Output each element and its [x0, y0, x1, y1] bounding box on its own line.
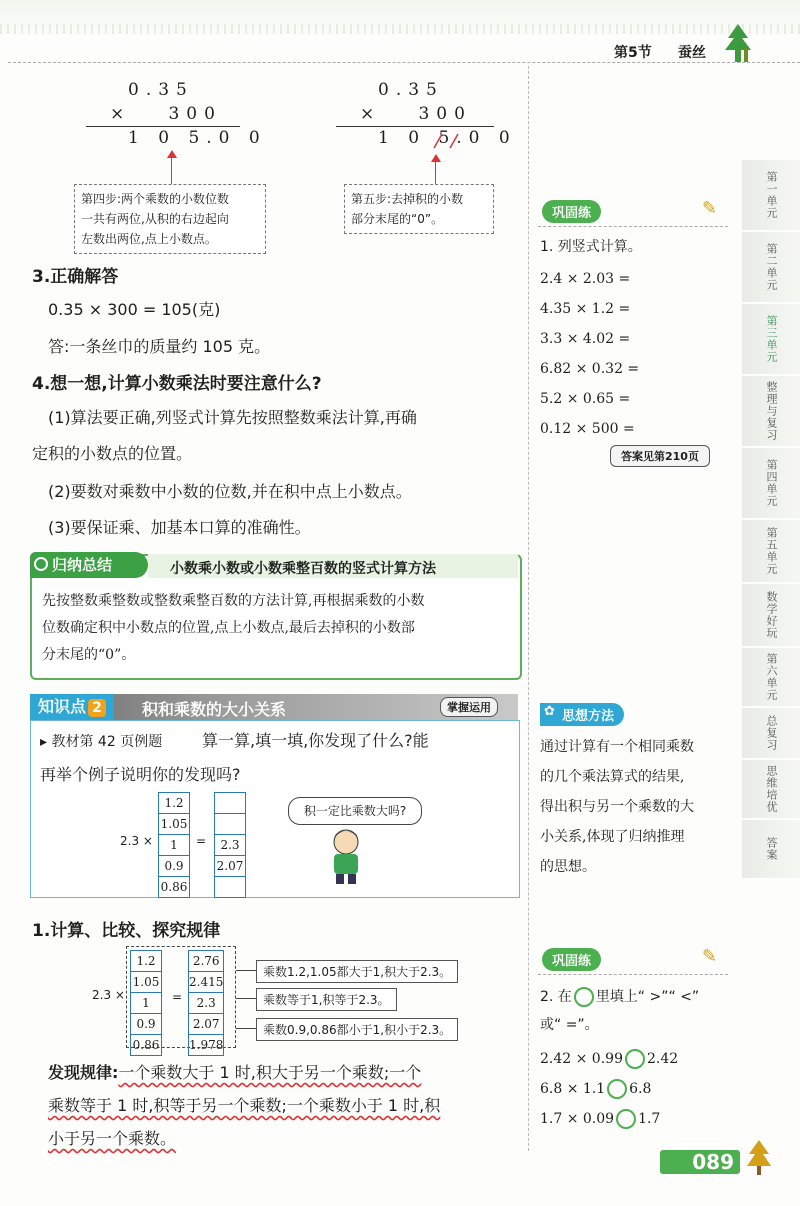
page-number: 089 [660, 1150, 740, 1174]
tab-label: 思维培优 [765, 765, 778, 813]
practice2-title-c: 或“ =”。 [540, 1017, 599, 1033]
summary-tag-label: 归纳总结 [52, 556, 113, 574]
example-multiplier-cell: 1.2 [159, 793, 190, 814]
arrow-up-icon [431, 154, 441, 162]
tab-11[interactable] [742, 820, 800, 879]
example-product-table [214, 792, 246, 898]
example-multiplier-cell: 0.86 [159, 877, 190, 898]
practice2-divider [538, 974, 728, 975]
tab-label: 第三单元 [765, 315, 778, 363]
finding-text-3: 小于另一个乘数。 [48, 1129, 177, 1148]
header-divider [8, 62, 800, 63]
practice2-title-b: 里填上“ >”“ <” [595, 989, 700, 1005]
tab-4[interactable] [742, 376, 800, 447]
section-name: 蚕丝 [678, 45, 706, 61]
example-product-row [215, 793, 246, 814]
finding-line-1 [48, 1060, 421, 1083]
answer-circle[interactable] [616, 1109, 636, 1129]
example-product-cell [215, 793, 246, 814]
example-multiplier-cell: 0.9 [159, 856, 190, 877]
thinking-line: 小关系,体现了归纳推理 [540, 829, 685, 845]
compare-multiplier-cell: 1.05 [131, 972, 162, 993]
example-multiplier-cell: 1 [159, 835, 190, 856]
compare-left: 6.8 × 1.1 [540, 1081, 606, 1097]
compare-multiplier-table [130, 950, 162, 1056]
thinking-line: 得出积与另一个乘数的大 [540, 799, 694, 815]
tab-label: 第四单元 [765, 459, 778, 507]
check-circle-icon [34, 557, 48, 571]
practice1-item: 4.35 × 1.2 = [540, 301, 631, 317]
calc1-row3: 1 0 5.0 0 [128, 128, 267, 148]
tab-1[interactable] [742, 160, 800, 231]
knowledge-label [30, 694, 114, 720]
practice1-item: 0.12 × 500 = [540, 421, 635, 437]
compare-product-row [189, 972, 224, 993]
practice1-item: 2.4 × 2.03 = [540, 271, 631, 287]
thinking-line: 的几个乘法算式的结果, [540, 769, 685, 785]
section4-p1a: (1)算法要正确,列竖式计算先按照整数乘法计算,再确 [48, 408, 417, 427]
compare-multiplier-cell: 1 [131, 993, 162, 1014]
example-product-cell [215, 877, 246, 898]
example-product-row [215, 877, 246, 898]
pencil-icon: ✎ [702, 198, 718, 219]
example-lhs: 2.3 × [120, 834, 153, 848]
example-ref-text: 教材第 42 页例题 [51, 734, 163, 750]
example-question-1: 算一算,填一填,你发现了什么?能 [202, 731, 429, 750]
compare-multiplier-cell: 1.2 [131, 951, 162, 972]
compare-right: 1.7 [638, 1111, 661, 1127]
calc2-row1: 0.35 [378, 80, 444, 100]
summary-body [42, 588, 512, 669]
note-line: 第五步:去掉积的小数 [351, 192, 464, 206]
calc2-bar [336, 126, 494, 127]
compare-product-row [189, 1014, 224, 1035]
tree-icon [722, 22, 754, 64]
compare-multiplier-cell: 0.86 [131, 1035, 162, 1056]
boy-cartoon-icon [320, 826, 372, 886]
mastery-tag: 掌握运用 [440, 697, 498, 717]
calc1-bar [86, 126, 240, 127]
note-line: 部分末尾的“0”。 [351, 212, 444, 226]
rule2-connector [236, 998, 256, 999]
blank-circle-icon [574, 987, 594, 1007]
tab-5[interactable] [742, 448, 800, 519]
tab-3[interactable] [742, 304, 800, 375]
tree-icon [744, 1138, 774, 1176]
practice1-title: 1. 列竖式计算。 [540, 239, 642, 255]
arrow-line [171, 156, 172, 186]
example-multiplier-table [158, 792, 190, 898]
practice1-badge: 巩固练 [542, 200, 601, 223]
summary-title: 小数乘小数或小数乘整百数的竖式计算方法 [170, 561, 436, 577]
finding-line-3 [48, 1126, 176, 1149]
example-multiplier-row [159, 814, 190, 835]
compare-multiplier-row [131, 1014, 162, 1035]
finding-text-1: 一个乘数大于 1 时,积大于另一个乘数;一个 [118, 1063, 422, 1082]
section3-equation: 0.35 × 300 = 105(克) [48, 300, 221, 319]
compare-lhs: 2.3 × [92, 988, 125, 1002]
compare-product-row [189, 993, 224, 1014]
practice1-item: 5.2 × 0.65 = [540, 391, 631, 407]
practice1-item: 3.3 × 4.02 = [540, 331, 631, 347]
compare-equals: = [172, 990, 183, 1004]
section4-p1b: 定积的小数点的位置。 [32, 444, 193, 463]
compare-left: 1.7 × 0.09 [540, 1111, 615, 1127]
tab-2[interactable] [742, 232, 800, 303]
calc1-row2: × 300 [110, 104, 222, 124]
tab-label: 第五单元 [765, 527, 778, 575]
tab-label: 整理与复习 [765, 381, 778, 441]
note-line: 一共有两位,从积的右边起向 [81, 212, 229, 226]
example-product-row [215, 814, 246, 835]
finding-label: 发现规律: [48, 1063, 119, 1082]
compare-product-cell: 2.415 [189, 972, 224, 993]
section-label: 第5节 [614, 45, 652, 61]
compare-multiplier-row [131, 972, 162, 993]
thinking-method-text [540, 732, 694, 882]
practice2-title [540, 986, 699, 1007]
summary-tag [30, 552, 148, 578]
example-product-cell: 2.3 [215, 835, 246, 856]
answer-reference: 答案见第210页 [610, 445, 710, 467]
note-line: 第四步:两个乘数的小数位数 [81, 192, 230, 206]
practice2-badge: 巩固练 [542, 948, 601, 971]
section4-p3: (3)要保证乘、加基本口算的准确性。 [48, 518, 311, 537]
compare-product-cell: 2.07 [189, 1014, 224, 1035]
example-multiplier-cell: 1.05 [159, 814, 190, 835]
tab-label: 第一单元 [765, 171, 778, 219]
compare-multiplier-cell: 0.9 [131, 1014, 162, 1035]
practice1-item: 6.82 × 0.32 = [540, 361, 640, 377]
compare-multiplier-row [131, 1035, 162, 1056]
practice2-title-a: 2. 在 [540, 989, 572, 1005]
knowledge-title: 积和乘数的大小关系 [142, 700, 287, 719]
note-line: 左数出两位,点上小数点。 [81, 232, 217, 246]
example-product-row [215, 856, 246, 877]
compare-product-cell: 1.978 [189, 1035, 224, 1056]
calc1-row1: 0.35 [128, 80, 194, 100]
tab-label: 总复习 [765, 715, 778, 751]
tab-10[interactable] [742, 760, 800, 819]
calc2-row3: 1 0 5.0 0 [378, 128, 517, 148]
practice2-item [540, 1104, 678, 1134]
compare-right: 2.42 [646, 1051, 679, 1067]
example-multiplier-row [159, 877, 190, 898]
answer-circle[interactable] [607, 1079, 627, 1099]
tab-label: 第六单元 [765, 653, 778, 701]
finding-line-2 [48, 1093, 440, 1116]
knowledge-number: 2 [88, 699, 106, 717]
summary-line: 分末尾的“0”。 [42, 647, 136, 663]
tab-6[interactable] [742, 520, 800, 583]
compare-multiplier-row [131, 993, 162, 1014]
tab-label: 数学好玩 [765, 591, 778, 639]
answer-circle[interactable] [625, 1049, 645, 1069]
compare-product-cell: 2.3 [189, 993, 224, 1014]
section3-title: 3.正确解答 [32, 267, 119, 287]
section4-title: 4.想一想,计算小数乘法时要注意什么? [32, 374, 322, 394]
example-product-cell: 2.07 [215, 856, 246, 877]
example-product-cell [215, 814, 246, 835]
section1-title: 1.计算、比较、探究规律 [32, 921, 221, 941]
example-equals: = [196, 834, 207, 848]
tab-8[interactable] [742, 648, 800, 707]
compare-product-row [189, 1035, 224, 1056]
rule1-box: 乘数1.2,1.05都大于1,积大于2.3。 [256, 960, 458, 983]
compare-multiplier-row [131, 951, 162, 972]
knowledge-label-text: 知识点 [38, 697, 87, 716]
example-multiplier-row [159, 793, 190, 814]
example-ref: ▸ 教材第 42 页例题 [40, 734, 163, 750]
compare-right: 6.8 [629, 1081, 652, 1097]
example-multiplier-row [159, 835, 190, 856]
step5-note [344, 184, 494, 234]
arrow-line [435, 160, 436, 186]
compare-product-table [188, 950, 224, 1056]
tab-9[interactable] [742, 708, 800, 759]
practice1-divider [538, 226, 728, 227]
arrow-up-icon [167, 150, 177, 158]
rule3-box: 乘数0.9,0.86都小于1,积小于2.3。 [256, 1018, 458, 1041]
summary-line: 位数确定积中小数点的位置,点上小数点,最后去掉积的小数部 [42, 620, 415, 636]
pencil-icon: ✎ [702, 946, 718, 967]
rule3-connector [236, 1028, 256, 1029]
thinking-line: 通过计算有一个相同乘数 [540, 739, 694, 755]
thinking-line: 的思想。 [540, 859, 596, 875]
top-band [0, 0, 800, 34]
practice2-item [540, 1074, 678, 1104]
practice2-item [540, 1044, 678, 1074]
tab-7[interactable] [742, 584, 800, 647]
finding-text-2: 乘数等于 1 时,积等于另一个乘数;一个乘数小于 1 时,积 [48, 1096, 441, 1115]
compare-left: 2.42 × 0.99 [540, 1051, 623, 1067]
section3-answer: 答:一条丝巾的质量约 105 克。 [48, 337, 271, 356]
example-question-2: 再举个例子说明你的发现吗? [40, 765, 241, 784]
step4-note [74, 184, 266, 254]
column-divider [528, 66, 529, 1151]
example-product-row [215, 835, 246, 856]
strike-zeros-icon [430, 130, 466, 152]
practice2-list [540, 1044, 678, 1134]
section4-p2: (2)要数对乘数中小数的位数,并在积中点上小数点。 [48, 482, 412, 501]
calc2-row2: × 300 [360, 104, 472, 124]
tab-label: 第二单元 [765, 243, 778, 291]
speech-bubble: 积一定比乘数大吗? [288, 797, 422, 825]
practice1-list [540, 264, 639, 444]
tab-label: 答案 [765, 837, 778, 861]
example-multiplier-row [159, 856, 190, 877]
rule2-box: 乘数等于1,积等于2.3。 [256, 988, 397, 1011]
summary-line: 先按整数乘整数或整数乘整百数的方法计算,再根据乘数的小数 [42, 593, 425, 609]
compare-product-row [189, 951, 224, 972]
thinking-method-tag: ✿ 思想方法 [540, 703, 624, 726]
rule1-connector [236, 970, 256, 971]
compare-product-cell: 2.76 [189, 951, 224, 972]
